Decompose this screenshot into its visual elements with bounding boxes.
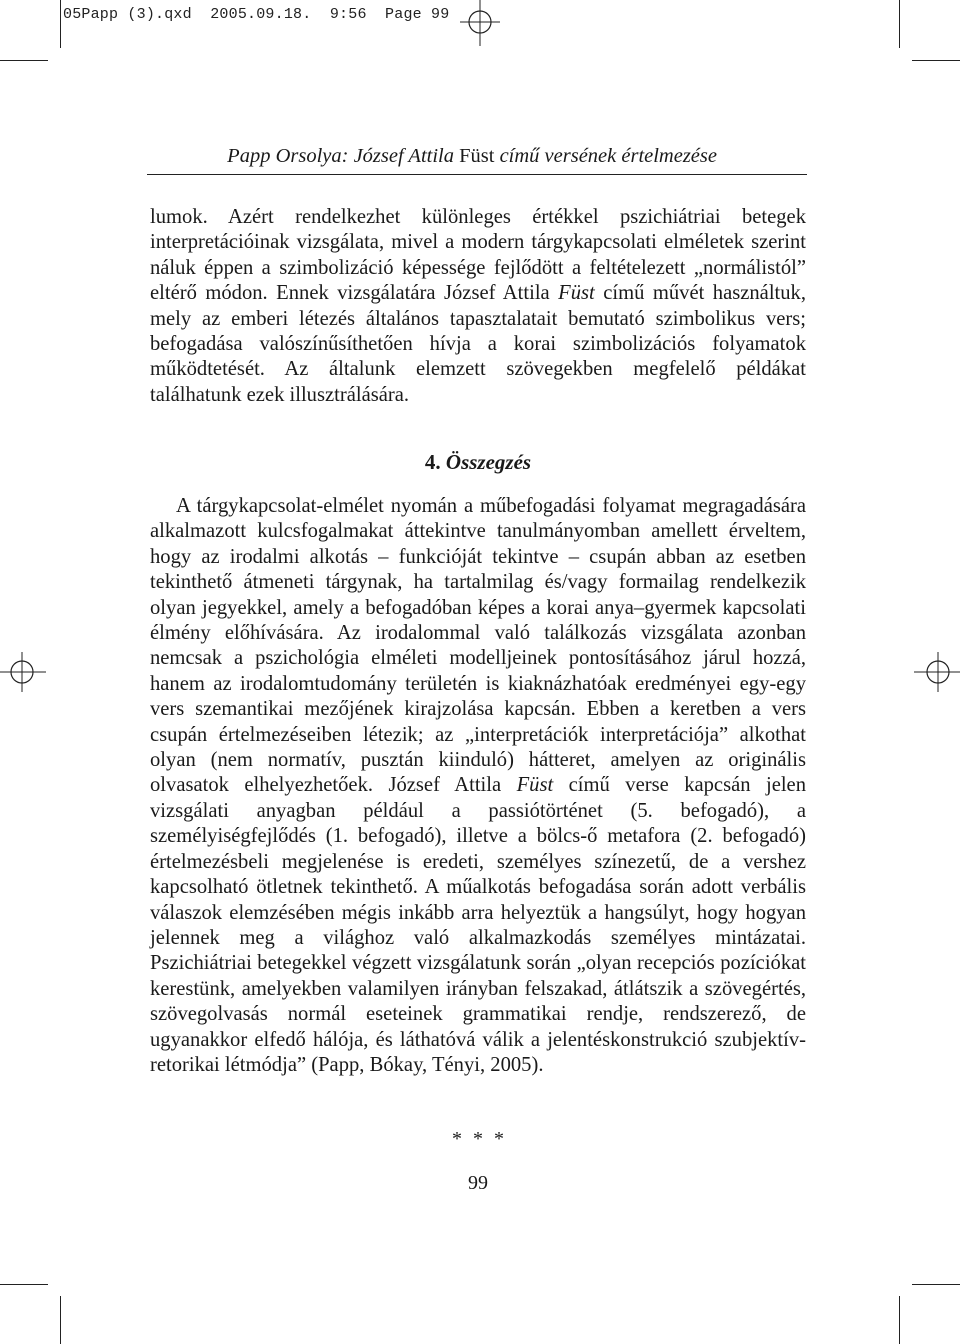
section-title: Összegzés <box>445 450 532 474</box>
crop-mark-top-left-horizontal <box>0 60 48 61</box>
page-number: 99 <box>468 1172 488 1194</box>
print-slug-line: 05Papp (3).qxd 2005.09.18. 9:56 Page 99 <box>63 6 450 23</box>
crop-mark-bottom-right-horizontal <box>912 1284 960 1285</box>
crop-mark-top-left <box>60 0 61 48</box>
crop-mark-top-right <box>899 0 900 48</box>
section-heading <box>150 450 806 475</box>
para2-text-a: A tárgykapcsolat-elmélet nyomán a műbefogadási folyamat megragadására alkalmazott kulcsfogalmakat áttekintve tanulmányomban amellett érveltem, hogy az irodalmi alkotás – funkcióját tekintve – csupán abban az esetben tekinthető átmeneti tárgynak, ha tartalmilag és/vagy formailag rendelkezik olyan jegyekkel, amely a befogadóban képes a korai anya–gyermek kapcsolati élmény előhívására. Az irodalommal való találkozás vizsgálata azonban nemcsak a pszichológia elméleti modelljeinek pontosításához járul hozzá, hanem az irodalomtudomány területén is kiaknázhatóak eredményei egy-egy vers szemantikai mezőjének kirajzolása kapcsán. Ebben a keretben a vers csupán értelmezéseiben létezik; az „interpretációk interpretációja” alkothat olyan (nem normatív, pusztán kiinduló) hátteret, amelyen az originális olvasatok elhelyezhetőek. József Attila <box>150 495 806 797</box>
running-head <box>147 142 807 170</box>
section-separator: * * * <box>452 1128 504 1150</box>
registration-mark-right <box>912 648 960 696</box>
running-head-author: Papp Orsolya: József Attila <box>227 145 460 167</box>
para2-text-b: című verse kapcsán jelen vizsgálati anyagban például a passiótörténet (5. befogadó), a személyiségfejlődés (1. befogadó), illetve a bölcs-ő metafora (2. befogadó) értelmezésbeli megjelenése is eredeti, személyes színezetű, de a vershez kapcsolható ötletnek tekinthető. A műalkotás befogadása során adott verbális válaszok elemzésében mégis inkább arra helyeztük a hangsúlyt, hogy hogyan jelennek meg a világhoz való alkalmazkodás személyes mintázatai. Pszichiátriai betegekkel végzett vizsgálatunk során „olyan recepciós pozíciókat kerestünk, amelyekben valamilyen irányban felszakad, átlátszik a szövegértés, szövegolvasás normál eseteinek grammatikai rendje, rendszerező, de ugyanakkor elfedő hálója, és láthatóvá válik a jelentéskonstrukció szubjektív-retorikai létmódja” (Papp, Bókay, Tényi, 2005). <box>150 774 806 1076</box>
crop-mark-top-right-horizontal <box>912 60 960 61</box>
registration-mark-left <box>0 648 48 696</box>
running-head-rest: című versének értelmezése <box>494 145 717 167</box>
crop-mark-bottom-right <box>899 1296 900 1344</box>
registration-mark-top <box>456 0 504 48</box>
crop-mark-bottom-left-horizontal <box>0 1284 48 1285</box>
running-head-poem-title: Füst <box>459 145 495 167</box>
body-paragraph-2 <box>150 494 806 1078</box>
section-number: 4. <box>424 450 446 474</box>
body-paragraph-1 <box>150 205 806 408</box>
running-head-rule <box>147 174 807 175</box>
para1-text-b: című művét használtuk, mely az emberi létezés általános tapasztalatait bemutató szimbolikus vers; befogadása valószínűsíthetően hívja a korai szimbolizációs folyamatok működtetését. Az általunk elemzett szövegekben megfelelő példákat találhatunk ezek illusztrálására. <box>150 282 806 406</box>
para2-poem-title: Füst <box>516 774 554 797</box>
crop-mark-bottom-left <box>60 1296 61 1344</box>
para1-text-a: lumok. Azért rendelkezhet különleges értékkel pszichiátriai betegek interpretációinak vizsgálata, mivel a modern tárgykapcsolati elméletek szerint náluk éppen a szimbolizáció képessége fejlődött a feltételezett „normálistól” eltérő módon. Ennek vizsgálatára József Attila <box>150 206 806 305</box>
para1-poem-title: Füst <box>558 282 595 305</box>
